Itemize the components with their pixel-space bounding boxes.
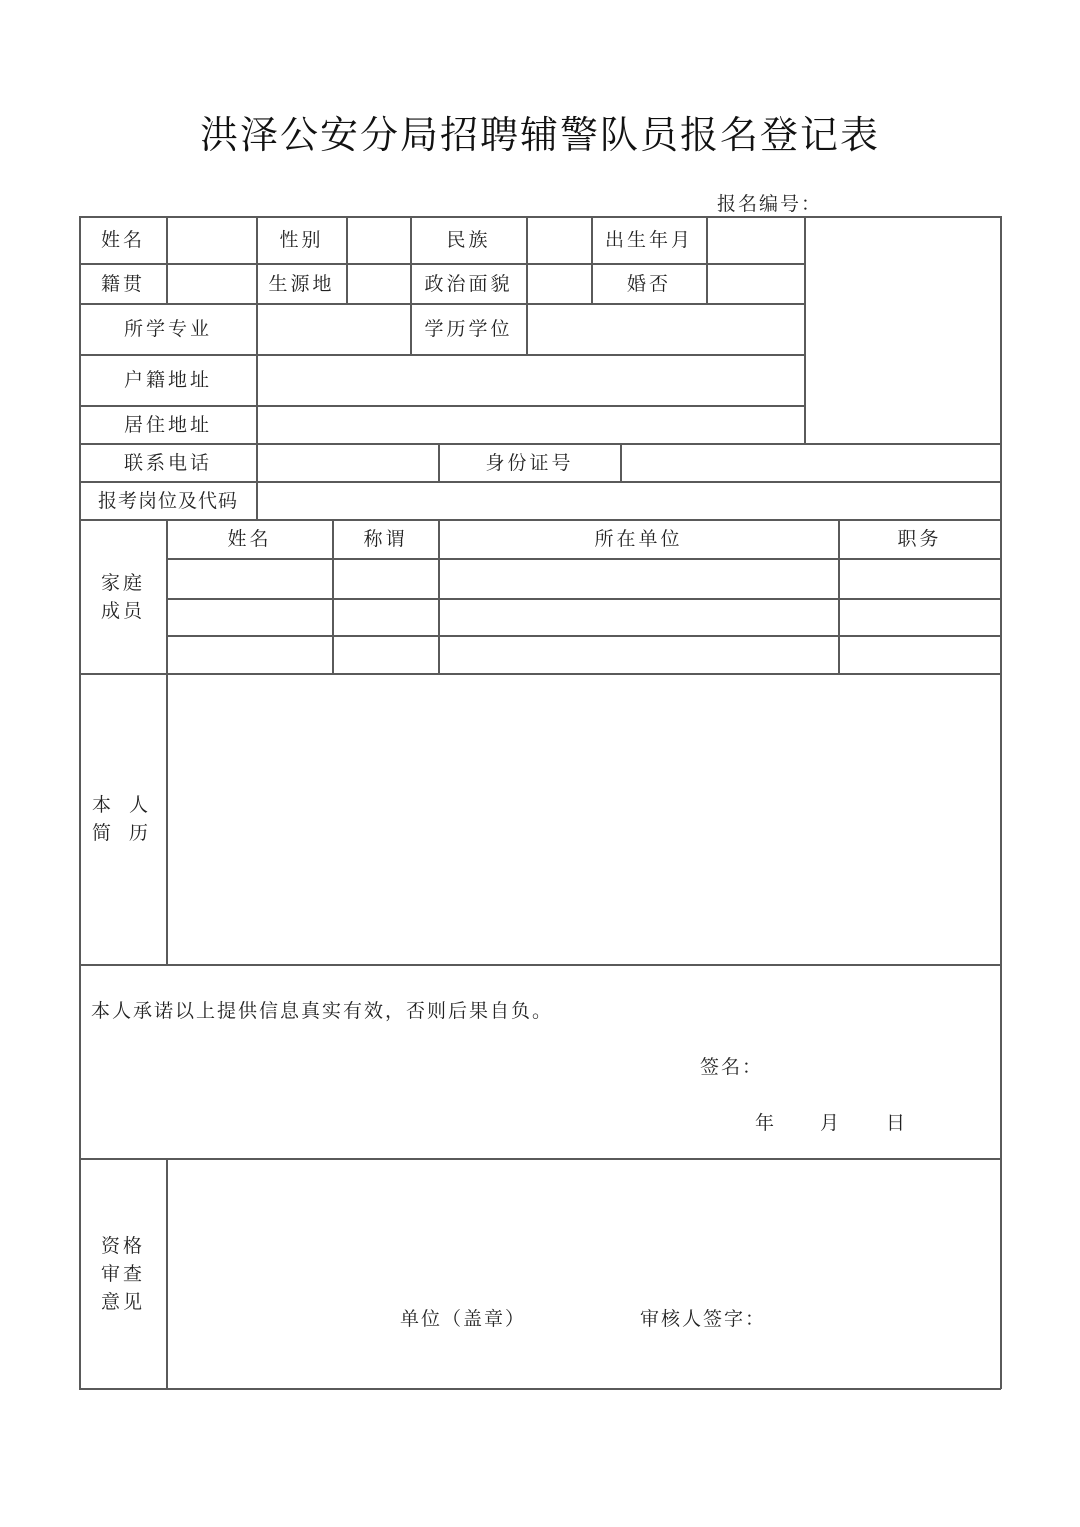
input-id-number[interactable] [621, 444, 1000, 481]
input-education[interactable] [527, 304, 804, 354]
input-major[interactable] [257, 304, 410, 354]
reviewer-signature-label[interactable]: 审核人签字： [640, 1308, 767, 1330]
label-gender: 性别 [279, 229, 324, 251]
form-title: 洪泽公安分局招聘辅警队员报名登记表 [199, 113, 880, 157]
input-name[interactable] [167, 217, 256, 263]
review-label-line: 意见 [100, 1290, 145, 1313]
date-month: 月 [820, 1112, 842, 1134]
review-opinion-area[interactable] [167, 1159, 1000, 1388]
date-year: 年 [755, 1112, 777, 1134]
input-household-address[interactable] [257, 355, 804, 405]
pledge-text: 本人承诺以上提供信息真实有效，否则后果自负。 [91, 1000, 554, 1022]
signature-label[interactable]: 签名： [700, 1056, 764, 1078]
label-position: 报考岗位及代码 [97, 489, 238, 512]
label-native-place: 籍贯 [100, 272, 145, 295]
input-position[interactable] [257, 482, 1000, 519]
family-label-line: 成员 [100, 599, 145, 622]
label-household-address: 户籍地址 [123, 369, 212, 391]
label-ethnicity: 民族 [446, 229, 491, 251]
grid-line [79, 1388, 1001, 1390]
label-residence-address: 居住地址 [123, 413, 212, 436]
input-marital-status[interactable] [707, 264, 804, 303]
registration-number-label: 报名编号： [717, 193, 823, 215]
input-phone[interactable] [257, 444, 438, 481]
family-col-duty: 职务 [897, 528, 942, 550]
resume-label-line: 简 历 [91, 822, 155, 844]
family-row[interactable] [167, 636, 1000, 673]
label-resume [80, 674, 166, 964]
input-residence-address[interactable] [257, 406, 804, 443]
input-birth[interactable] [707, 217, 804, 263]
label-phone: 联系电话 [123, 451, 212, 474]
family-label-line: 家庭 [100, 571, 145, 594]
pledge-section [80, 965, 1000, 1158]
date-day: 日 [886, 1112, 908, 1134]
input-native-place[interactable] [167, 264, 256, 303]
review-label-line: 资格 [100, 1234, 145, 1257]
label-name: 姓名 [100, 229, 145, 251]
resume-label-line: 本 人 [91, 794, 155, 816]
unit-seal-label: 单位（盖章） [400, 1308, 527, 1330]
label-major: 所学专业 [123, 318, 212, 340]
input-political-status[interactable] [527, 264, 591, 303]
review-label-line: 审查 [100, 1262, 145, 1285]
input-ethnicity[interactable] [527, 217, 591, 263]
label-origin: 生源地 [268, 272, 335, 295]
family-col-name: 姓名 [227, 528, 272, 550]
label-education: 学历学位 [424, 318, 513, 340]
label-qualification-review [80, 1159, 166, 1388]
label-political-status: 政治面貌 [424, 272, 513, 295]
family-col-relation: 称谓 [363, 528, 408, 550]
input-resume[interactable] [167, 674, 1000, 964]
family-row[interactable] [167, 559, 1000, 598]
label-marital-status: 婚否 [626, 272, 671, 295]
label-birth: 出生年月 [604, 229, 693, 251]
label-family-members [80, 520, 166, 673]
input-origin[interactable] [347, 264, 410, 303]
photo-area[interactable] [805, 217, 1000, 443]
family-row[interactable] [167, 599, 1000, 635]
label-id-number: 身份证号 [485, 451, 574, 474]
family-col-workplace: 所在单位 [594, 528, 683, 550]
input-gender[interactable] [347, 217, 410, 263]
grid-line [1000, 216, 1002, 1389]
